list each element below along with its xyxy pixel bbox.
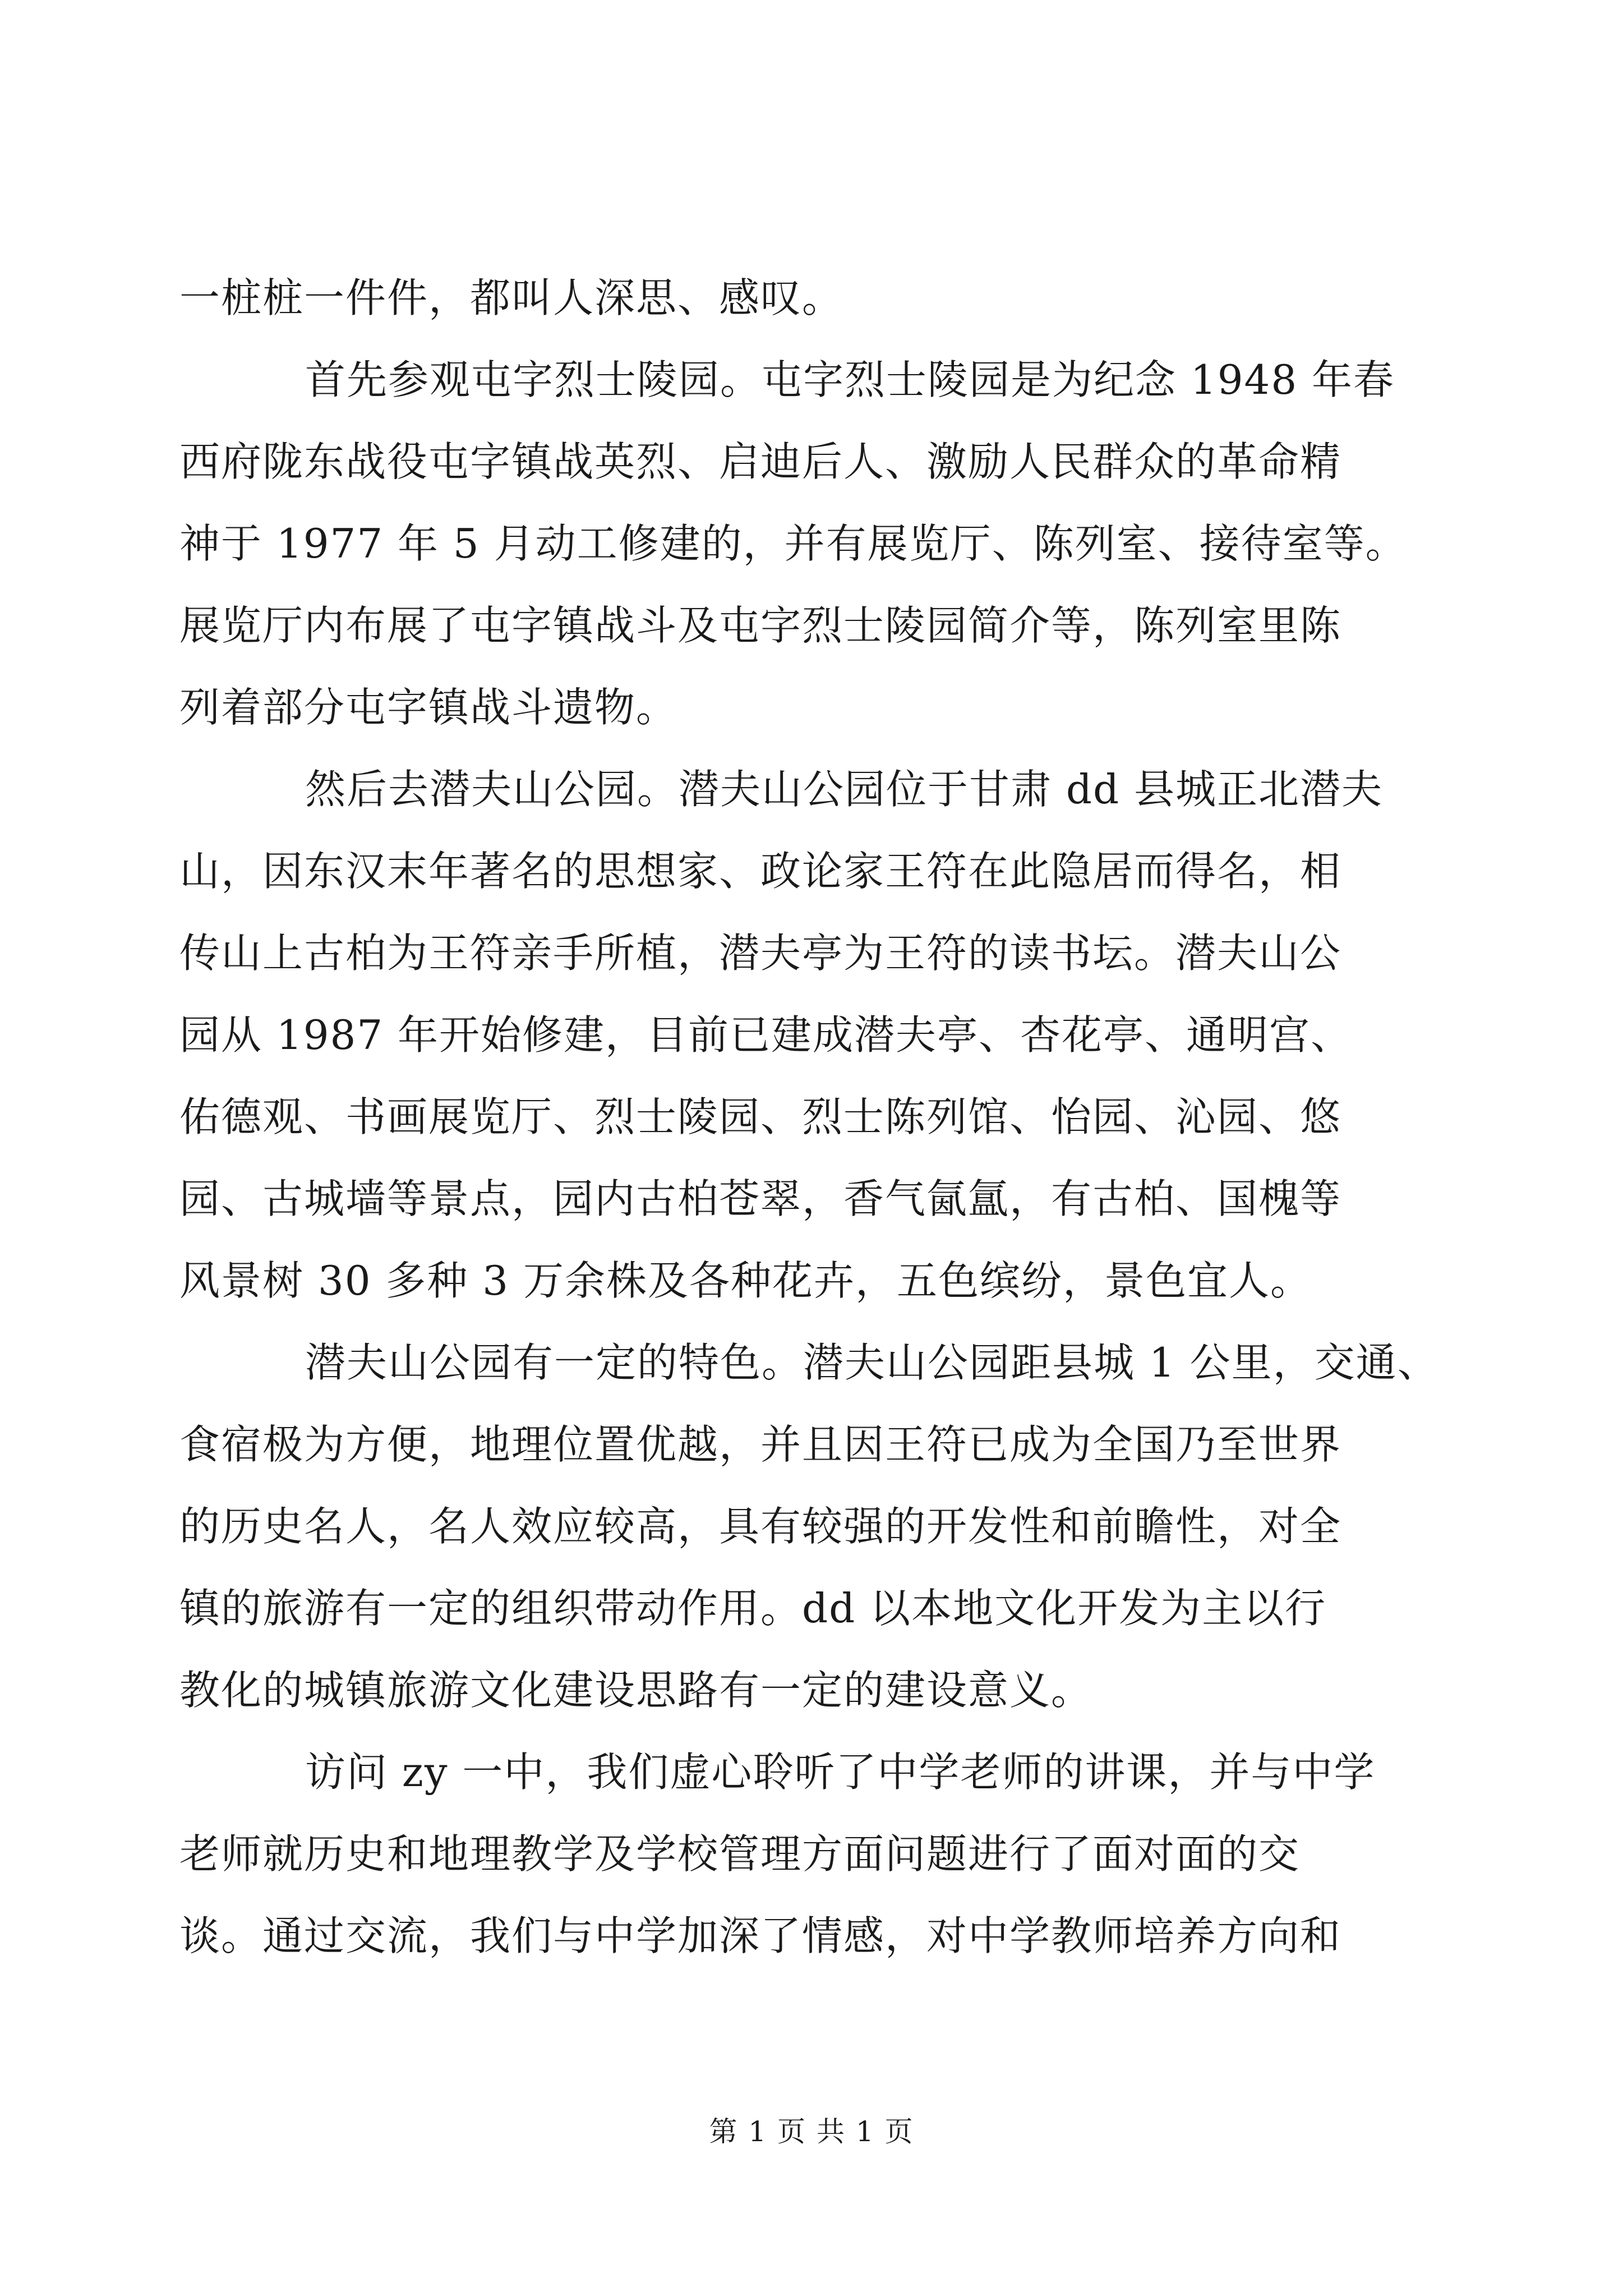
paragraph-start-line: 首先参观屯字烈士陵园。屯字烈士陵园是为纪念 1948 年春 [305, 356, 1395, 403]
text-line: 风景树 30 多种 3 万余株及各种花卉，五色缤纷，景色宜人。 [179, 1257, 1312, 1304]
text-line: 园从 1987 年开始修建，目前已建成潜夫亭、杏花亭、通明宫、 [179, 1011, 1353, 1059]
text-line: 老师就历史和地理教学及学校管理方面问题进行了面对面的交 [179, 1830, 1301, 1878]
text-line: 园、古城墙等景点，园内古柏苍翠，香气氤氲，有古柏、国槐等 [179, 1175, 1342, 1222]
text-line: 一桩桩一件件，都叫人深思、感叹。 [179, 274, 844, 321]
text-line: 教化的城镇旅游文化建设思路有一定的建设意义。 [179, 1667, 1093, 1714]
text-line: 佑德观、书画展览厅、烈士陵园、烈士陈列馆、怡园、沁园、悠 [179, 1093, 1342, 1140]
text-line: 传山上古柏为王符亲手所植，潜夫亭为王符的读书坛。潜夫山公 [179, 930, 1342, 977]
text-line: 镇的旅游有一定的组织带动作用。dd 以本地文化开发为主以行 [179, 1585, 1327, 1632]
text-line: 神于 1977 年 5 月动工修建的，并有展览厅、陈列室、接待室等。 [179, 520, 1407, 567]
text-line: 谈。通过交流，我们与中学加深了情感，对中学教师培养方向和 [179, 1912, 1342, 1959]
paragraph-start-line: 潜夫山公园有一定的特色。潜夫山公园距县城 1 公里，交通、 [305, 1339, 1439, 1386]
paragraph-start-line: 访问 zy 一中，我们虚心聆听了中学老师的讲课，并与中学 [305, 1749, 1376, 1796]
text-line: 列着部分屯字镇战斗遗物。 [179, 684, 678, 731]
text-line: 食宿极为方便，地理位置优越，并且因王符已成为全国乃至世界 [179, 1421, 1342, 1468]
text-line: 的历史名人，名人效应较高，具有较强的开发性和前瞻性，对全 [179, 1503, 1342, 1550]
document-body [179, 257, 1448, 1977]
text-line: 展览厅内布展了屯字镇战斗及屯字烈士陵园简介等，陈列室里陈 [179, 602, 1342, 649]
text-line: 西府陇东战役屯字镇战英烈、启迪后人、激励人民群众的革命精 [179, 438, 1342, 485]
paragraph-start-line: 然后去潜夫山公园。潜夫山公园位于甘肃 dd 县城正北潜夫 [305, 766, 1383, 813]
page-number-footer: 第 1 页 共 1 页 [709, 2115, 914, 2148]
text-line: 山，因东汉末年著名的思想家、政论家王符在此隐居而得名，相 [179, 848, 1342, 895]
